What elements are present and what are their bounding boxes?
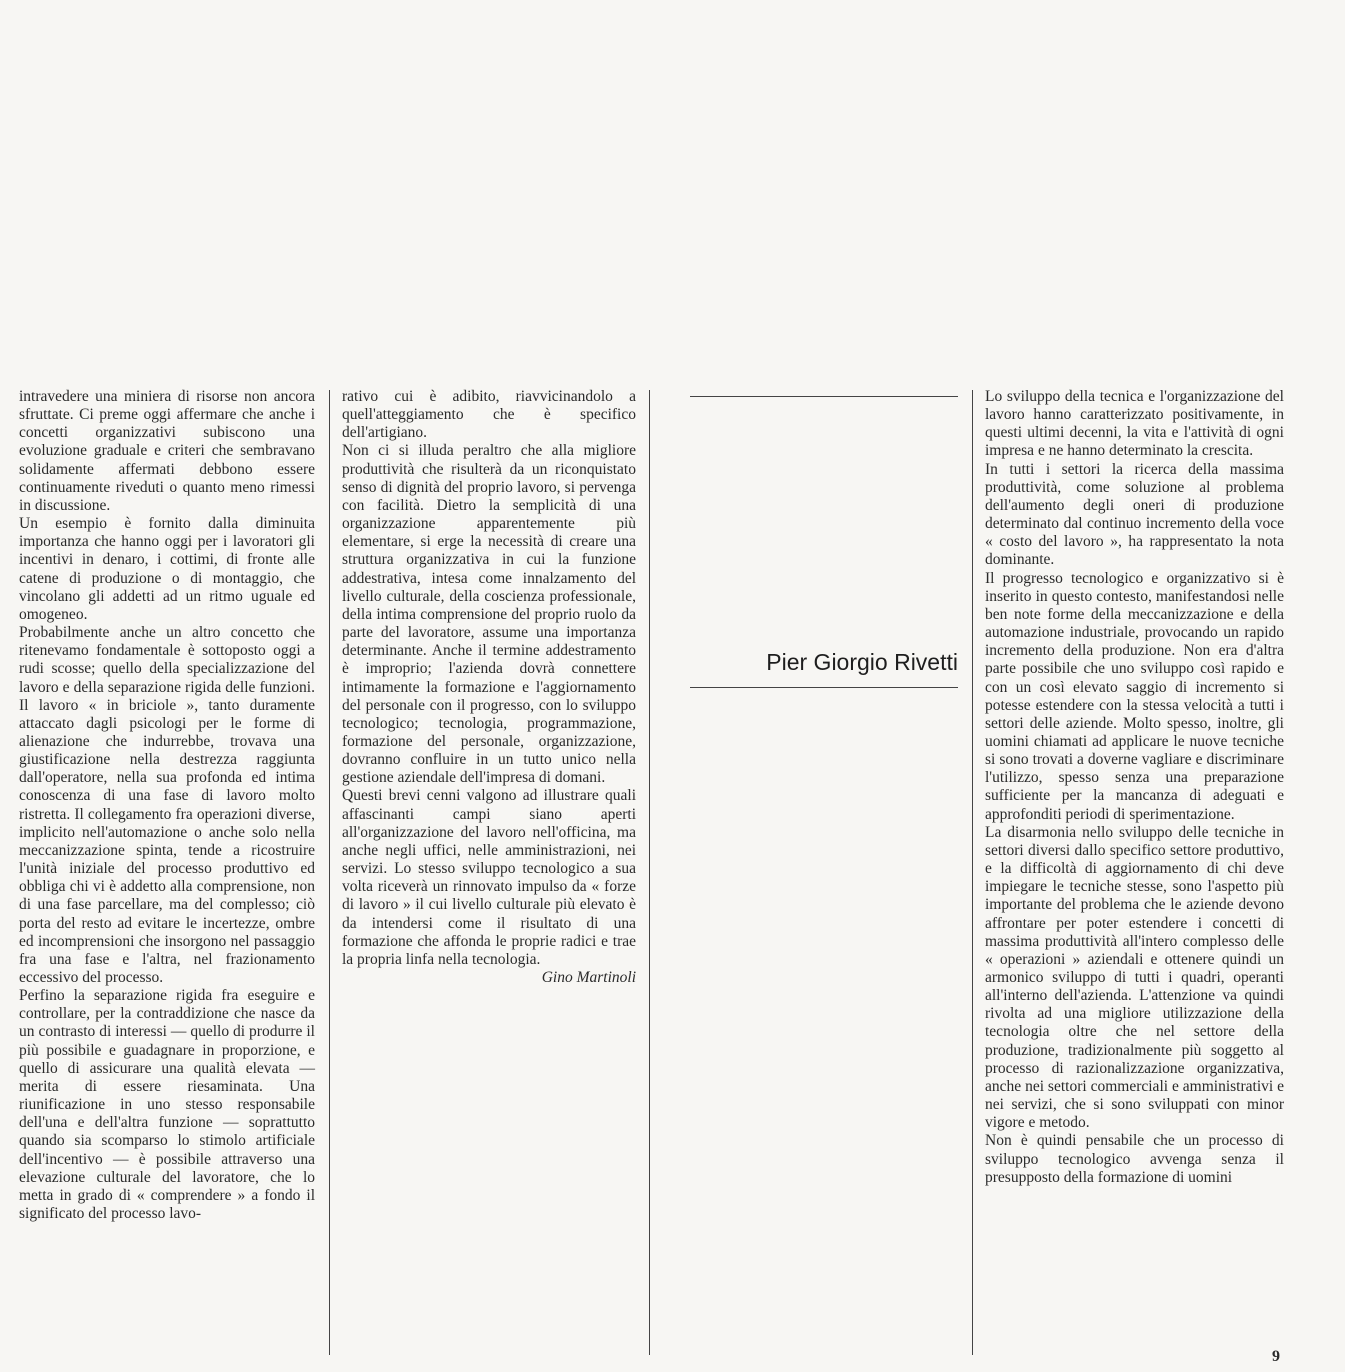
paragraph: Non ci si illuda peraltro che alla migliore produttività che risulterà da un riconquistato senso di dignità del proprio lavoro, si pervenga con facilità. Dietro la semplicità di una organizzazione apparentemente più elementare, si erge la necessità di creare una struttura organizzativa in cui la funzione addestrativa, intesa come innalzamento del livello culturale, della coscienza professionale, della intima comprensione del proprio ruolo da parte del lavoratore, assume una importanza determinante. Anche il termine addestramento è improprio; l'azienda dovrà connettere intimamente la formazione e l'aggiornamento del personale con il progresso, con lo sviluppo tecnologico; tecnologia, programmazione, formazione del personale, organizzazione, dovranno confluire in un tutto unico nella gestione aziendale dell'impresa di domani. — [342, 442, 636, 787]
author-rule-bottom — [690, 687, 958, 688]
text-column-1 — [19, 388, 315, 1223]
paragraph: Il progresso tecnologico e organizzativo si è inserito in questo contesto, manifestandosi nelle ben note forme della meccanizzazione e della automazione industriale, provocando un rapido incremento della produzione. Non era d'altra parte possibile che uno sviluppo così rapido e con un così elevato saggio di incremento si potesse estendere con la stessa velocità a tutti i settori delle aziende. Molto spesso, inoltre, gli uomini chiamati ad applicare le nuove tecniche si sono trovati a doverne vagliare e discriminare l'utilizzo, spesso senza una preparazione sufficiente per la mancanza di adeguati e approfonditi periodi di sperimentazione. — [985, 569, 1284, 823]
paragraph: rativo cui è adibito, riavvicinandolo a quell'atteggiamento che è specifico dell'artigiano. — [342, 388, 636, 442]
paragraph: Probabilmente anche un altro concetto che ritenevamo fondamentale è sottoposto oggi a rudi scosse; quello della specializzazione del lavoro e della separazione rigida delle funzioni. Il lavoro « in briciole », tanto duramente attaccato dagli psicologi per le forme di alienazione che indurrebbe, trovava una giustificazione nella destrezza raggiunta dall'operatore, nella sua profonda ed intima conoscenza di una fase di lavoro molto ristretta. Il collegamento fra operazioni diverse, implicito nell'automazione o anche solo nella meccanizzazione spinta, tende a ricostruire l'unità iniziale del processo produttivo ed obbliga chi vi è addetto alla comprensione, non di una fase parcellare, ma del complesso; ciò porta del resto ad evitare le incertezze, ombre ed incomprensioni che insorgono nel passaggio fra una fase e l'altra, nel frazionamento eccessivo del processo. — [19, 624, 315, 986]
column-divider — [329, 390, 330, 1355]
author-rule-top — [690, 396, 958, 397]
author-signature: Gino Martinoli — [541, 969, 636, 986]
text-column-2 — [342, 388, 636, 987]
paragraph: In tutti i settori la ricerca della massima produttività, come soluzione al problema dell'aumento degli oneri di produzione determinato dal continuo incremento della voce « costo del lavoro », ha rappresentato la nota dominante. — [985, 460, 1284, 569]
paragraph: Lo sviluppo della tecnica e l'organizzazione del lavoro hanno caratterizzato positivamente, in questi ultimi decenni, la vita e l'attività di ogni impresa e ne hanno determinato la crescita. — [985, 388, 1284, 460]
text-column-4 — [985, 388, 1284, 1187]
paragraph: Perfino la separazione rigida fra eseguire e controllare, per la contraddizione che nasce da un contrasto di interessi — quello di produrre il più possibile e guadagnare in proporzione, e quello di assicurare una qualità elevata — merita di essere riesaminata. Una riunificazione in uno stesso responsabile dell'una e dell'altra funzione — soprattutto quando sia scomparso lo stimolo artificiale dell'incentivo — è possibile attraverso una elevazione culturale del lavoratore, che lo metta in grado di « comprendere » a fondo il significato del processo lavo- — [19, 987, 315, 1223]
article-author: Pier Giorgio Rivetti — [766, 649, 958, 675]
paragraph: Un esempio è fornito dalla diminuita importanza che hanno oggi per i lavoratori gli incentivi in denaro, i cottimi, di fronte alle catene di produzione o di montaggio, che vincolano gli addetti ad un ritmo uguale ed omogeneo. — [19, 515, 315, 623]
paragraph: La disarmonia nello sviluppo delle tecniche in settori diversi dallo specifico settore produttivo, e la difficoltà di aggiornamento di chi deve impiegare le tecniche stesse, sono l'aspetto più importante del problema che le aziende devono affrontare per poter estendere i concetti di massima produttività all'intero complesso delle « operazioni » aziendali e ottenere quindi un armonico sviluppo di tutti i quadri, operanti all'interno dell'azienda. L'attenzione va quindi rivolta ad una migliore utilizzazione della tecnologia oltre che nel settore della produzione, tradizionalmente più soggetto al processo di razionalizzazione organizzativa, anche nei settori commerciali e amministrativi e nei servizi, che si sono sviluppati con minor vigore e metodo. — [985, 823, 1284, 1132]
paragraph: intravedere una miniera di risorse non ancora sfruttate. Ci preme oggi affermare che anche i concetti organizzativi subiscono una evoluzione graduale e criteri che sembravano solidamente affermati debbono essere continuamente riveduti o quanto meno rimessi in discussione. — [19, 388, 315, 514]
column-divider — [649, 390, 650, 1355]
paragraph: Questi brevi cenni valgono ad illustrare quali affascinanti campi siano aperti all'organizzazione del lavoro nell'officina, ma anche negli uffici, nelle amministrazioni, nei servizi. Lo stesso sviluppo tecnologico a sua volta riceverà un rinnovato impulso da « forze di lavoro » il cui livello culturale più elevato è da intendersi come il risultato di una formazione che affonda le proprie radici e trae la propria linfa nella tecnologia. — [342, 787, 636, 968]
paragraph: Non è quindi pensabile che un processo di sviluppo tecnologico avvenga senza il presupposto della formazione di uomini — [985, 1132, 1284, 1186]
page-number: 9 — [1272, 1348, 1280, 1365]
column-divider — [972, 390, 973, 1355]
